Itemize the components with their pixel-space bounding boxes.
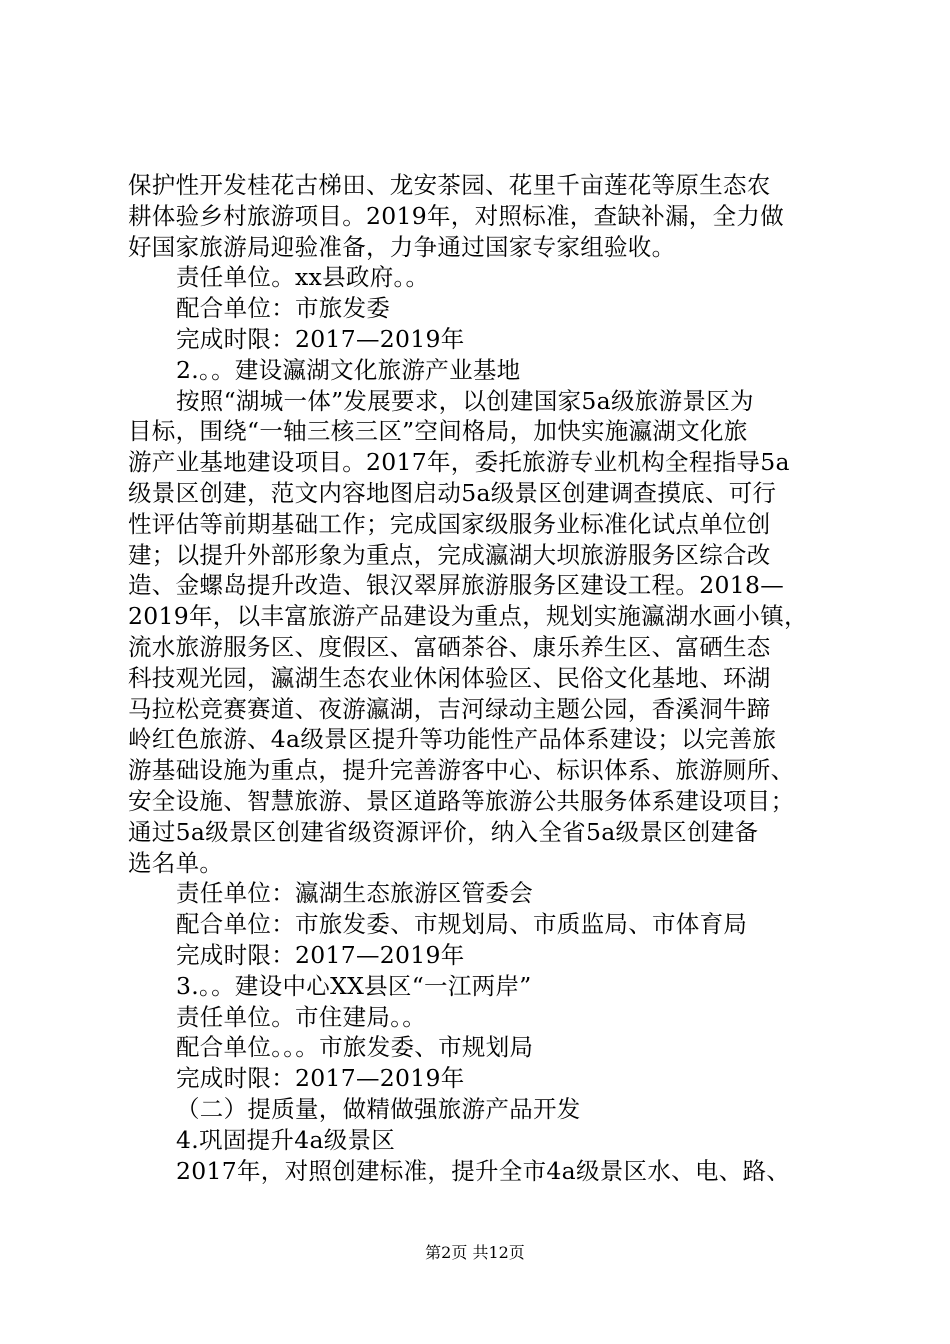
- text-line: （二）提质量，做精做强旅游产品开发: [176, 1094, 581, 1123]
- text-line: 2019年，以丰富旅游产品建设为重点，规划实施瀛湖水画小镇，: [128, 602, 808, 631]
- text-line: 选名单。: [128, 848, 224, 877]
- document-body: [128, 170, 848, 1186]
- text-line: 保护性开发桂花古梯田、龙安茶园、花里千亩莲花等原生态农: [128, 171, 771, 199]
- text-line: 游基础设施为重点，提升完善游客中心、标识体系、旅游厕所、: [128, 756, 795, 785]
- text-line: 责任单位：瀛湖生态旅游区管委会: [176, 879, 533, 908]
- text-line: 安全设施、智慧旅游、景区道路等旅游公共服务体系建设项目；: [128, 786, 795, 815]
- text-line: 完成时限：2017—2019年: [176, 1064, 465, 1093]
- text-line: 4.巩固提升4a级景区: [176, 1125, 396, 1154]
- text-line: 通过5a级景区创建省级资源评价，纳入全省5a级景区创建备: [128, 817, 759, 846]
- text-line: 责任单位。xx县政府。。: [176, 263, 430, 292]
- text-line: 3.。。建设中心XX县区“一江两岸”: [176, 971, 532, 1000]
- text-line: 流水旅游服务区、度假区、富硒茶谷、康乐养生区、富硒生态: [128, 632, 771, 661]
- page-footer: [0, 1242, 950, 1264]
- text-line: 配合单位：市旅发委: [176, 294, 391, 323]
- text-line: 级景区创建，范文内容地图启动5a级景区创建调查摸底、可行: [128, 478, 777, 507]
- text-line: 2.。。建设瀛湖文化旅游产业基地: [176, 355, 521, 384]
- text-line: 岭红色旅游、4a级景区提升等功能性产品体系建设；以完善旅: [128, 725, 777, 754]
- text-line: 责任单位。市住建局。。: [176, 1002, 427, 1031]
- text-line: 目标，围绕“一轴三核三区”空间格局，加快实施瀛湖文化旅: [128, 417, 748, 446]
- text-line: 按照“湖城一体”发展要求，以创建国家5a级旅游景区为: [176, 386, 754, 415]
- text-line: 完成时限：2017—2019年: [176, 940, 465, 969]
- text-line: 游产业基地建设项目。2017年，委托旅游专业机构全程指导5a: [128, 448, 790, 477]
- text-line: 配合单位。。。市旅发委、市规划局: [176, 1033, 534, 1062]
- text-line: 造、金螺岛提升改造、银汉翠屏旅游服务区建设工程。2018—: [128, 571, 785, 600]
- text-line: 完成时限：2017—2019年: [176, 324, 465, 353]
- text-line: 马拉松竞赛赛道、夜游瀛湖，吉河绿动主题公园，香溪洞牛蹄: [128, 694, 771, 723]
- text-line: 耕体验乡村旅游项目。2019年，对照标准，查缺补漏，全力做: [128, 201, 785, 230]
- text-line: 2017年，对照创建标准，提升全市4a级景区水、电、路、: [176, 1156, 791, 1185]
- text-line: 性评估等前期基础工作；完成国家级服务业标准化试点单位创: [128, 509, 771, 538]
- text-line: 科技观光园，瀛湖生态农业休闲体验区、民俗文化基地、环湖: [128, 663, 771, 692]
- text-line: 好国家旅游局迎验准备，力争通过国家专家组验收。: [128, 232, 676, 261]
- text-line: 配合单位：市旅发委、市规划局、市质监局、市体育局: [176, 910, 748, 939]
- page-number: 第2页 共12页: [425, 1243, 525, 1262]
- text-line: 建；以提升外部形象为重点，完成瀛湖大坝旅游服务区综合改: [128, 540, 771, 569]
